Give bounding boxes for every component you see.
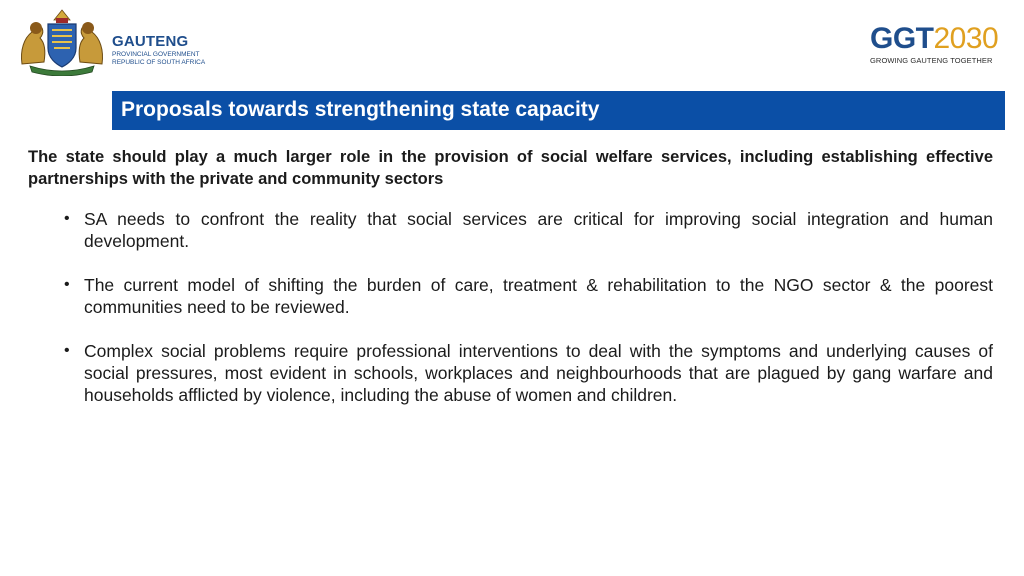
coat-of-arms-icon xyxy=(16,6,108,76)
title-bar xyxy=(112,91,1005,130)
gauteng-name: GAUTENG xyxy=(112,33,189,50)
gauteng-logo xyxy=(16,6,216,76)
bullet-item xyxy=(64,340,993,406)
bullet-list xyxy=(28,208,993,406)
ggt-year: 2030 xyxy=(933,22,999,55)
bullet-text: Complex social problems require professional interventions to deal with the symptoms and underlying causes of social pressures, most evident in schools, workplaces and neighbourhoods that are plagued by gang warfare and households afflicted by violence, including the abuse of women and children. xyxy=(84,341,993,405)
bullet-dot-icon: • xyxy=(64,342,70,359)
bullet-item xyxy=(64,208,993,252)
bullet-text: The current model of shifting the burden of care, treatment & rehabilitation to the NGO sector & the poorest communities need to be reviewed. xyxy=(84,275,993,317)
bullet-dot-icon: • xyxy=(64,210,70,227)
lead-statement: The state should play a much larger role in the provision of social welfare services, including establishing effective partnerships with the private and community sectors xyxy=(28,148,993,188)
ggt2030-wordmark xyxy=(870,24,1002,54)
bullet-dot-icon: • xyxy=(64,276,70,293)
ggt-tagline: GROWING GAUTENG TOGETHER xyxy=(870,56,993,65)
ggt-brand: GGT xyxy=(870,22,934,55)
gauteng-subtitle-2: REPUBLIC OF SOUTH AFRICA xyxy=(112,59,206,66)
slide-title: Proposals towards strengthening state capacity xyxy=(121,98,600,121)
slide-content xyxy=(28,146,993,428)
gauteng-subtitle-1: PROVINCIAL GOVERNMENT xyxy=(112,51,200,58)
bullet-item xyxy=(64,274,993,318)
bullet-text: SA needs to confront the reality that social services are critical for improving social integration and human development. xyxy=(84,209,993,251)
ggt2030-logo xyxy=(870,24,1002,70)
gauteng-wordmark xyxy=(112,34,205,67)
